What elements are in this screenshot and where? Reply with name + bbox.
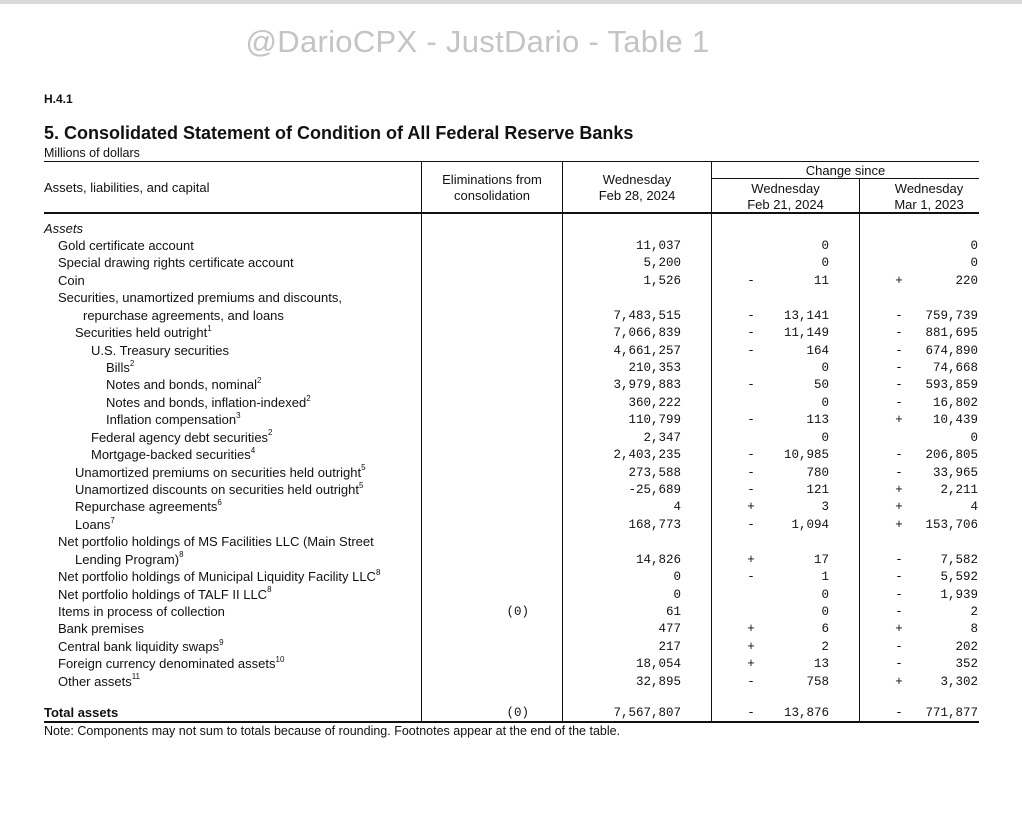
table-row — [0, 638, 1022, 656]
section-label-assets: Assets — [44, 221, 84, 236]
row-label: Securities, unamortized premiums and discounts, — [58, 290, 342, 306]
total-elim: (0) — [506, 706, 529, 720]
change-1-value: 2 — [821, 639, 829, 654]
row-label: Lending Program)$^8$ — [75, 550, 184, 567]
table-row — [0, 568, 1022, 586]
change-1-value: 11 — [813, 273, 829, 288]
watermark: @DarioCPX - JustDario - Table 1 — [245, 24, 710, 59]
row-label: Federal agency debt securities$^2$ — [91, 428, 273, 445]
footnote-ref: 8 — [179, 550, 184, 560]
row-label: Net portfolio holdings of TALF II LLC$^8$ — [58, 585, 272, 602]
change-2-sign: - — [895, 465, 903, 480]
header-current-date: Feb 28, 2024 — [598, 188, 676, 203]
change-2-sign: - — [895, 378, 903, 393]
header-change-since: Change since — [805, 163, 886, 178]
footnote-ref: 8 — [375, 567, 381, 577]
change-2-sign: - — [895, 343, 903, 358]
table-row — [0, 429, 1022, 447]
current-value: 11,037 — [635, 239, 681, 253]
change-1-value: 17 — [813, 552, 829, 567]
change-1-sign: - — [747, 517, 755, 532]
row-label: Notes and bonds, inflation-indexed$^2$ — [106, 393, 311, 410]
change-2-value: 153,706 — [925, 517, 978, 532]
current-value: 0 — [673, 587, 681, 602]
footnote-ref: 9 — [219, 637, 224, 647]
current-value: 168,773 — [628, 517, 681, 532]
row-label: Loans$^7$ — [75, 515, 115, 532]
change-2-sign: - — [895, 326, 903, 341]
change-1-sign: + — [747, 500, 755, 515]
table-row — [0, 289, 1022, 307]
change-2-sign: + — [895, 674, 903, 689]
top-border — [0, 0, 1022, 4]
change-2-sign: + — [895, 500, 903, 515]
change-2-sign: - — [895, 448, 903, 463]
change-2-value: 2,211 — [940, 483, 978, 498]
change-1-sign: - — [747, 483, 755, 498]
change-2-value: 8 — [970, 622, 978, 637]
units-label: Millions of dollars — [44, 146, 140, 160]
change-2-value: 3,302 — [940, 674, 978, 689]
change-2-sign: - — [895, 361, 903, 375]
total-label: Total assets — [44, 705, 119, 720]
footnote-ref: 2 — [257, 376, 262, 386]
change-2-value: 220 — [955, 273, 978, 288]
footnote-ref: 1 — [207, 323, 212, 333]
table-title: 5. Consolidated Statement of Condition of All Federal Reserve Banks — [44, 123, 634, 143]
change-2-sign: + — [895, 413, 903, 428]
current-value: 2,403,235 — [613, 448, 681, 463]
change-2-sign: - — [895, 587, 903, 602]
change-1-value: 0 — [821, 430, 829, 445]
change-1-value: 1,094 — [791, 517, 829, 532]
change-1-value: 0 — [821, 256, 829, 271]
table-row — [0, 498, 1022, 516]
change-2-sign: - — [895, 308, 903, 323]
current-value: 217 — [658, 639, 681, 654]
header-current-day: Wednesday — [602, 172, 672, 187]
table-row — [0, 586, 1022, 604]
change-2-value: 5,592 — [940, 570, 978, 585]
series-code: H.4.1 — [44, 92, 73, 106]
change-2-sign: - — [895, 395, 903, 410]
table-row — [0, 307, 1022, 325]
table-row — [0, 673, 1022, 691]
table-row — [0, 394, 1022, 412]
change-1-sign: - — [747, 413, 755, 428]
change-2-sign: - — [895, 605, 903, 620]
row-label: Inflation compensation$^3$ — [106, 410, 241, 428]
header-change1-day: Wednesday — [751, 181, 820, 196]
row-label: Gold certificate account — [58, 238, 194, 253]
change-2-value: 7,582 — [940, 552, 978, 567]
change-1-sign: - — [747, 465, 755, 480]
change-1-value: 13,141 — [783, 308, 829, 323]
footnote-ref: 8 — [267, 585, 272, 595]
change-1-value: 0 — [821, 605, 829, 620]
table-note: Note: Components may not sum to totals because of rounding. Footnotes appear at the end of the table. — [44, 724, 621, 738]
change-2-value: 0 — [970, 239, 978, 253]
change-2-value: 2 — [970, 605, 978, 620]
change-1-value: 0 — [821, 361, 829, 375]
table-row — [0, 464, 1022, 482]
change-2-value: 16,802 — [932, 395, 978, 410]
current-value: 273,588 — [628, 465, 681, 480]
change-2-sign: + — [895, 622, 903, 637]
change-1-sign: + — [747, 657, 755, 672]
change-2-value: 674,890 — [925, 343, 978, 358]
row-label: Repurchase agreements$^6$ — [75, 498, 222, 515]
change-2-sign: - — [895, 639, 903, 654]
table-row — [0, 254, 1022, 272]
current-value: 3,979,883 — [613, 378, 681, 393]
current-value: 7,066,839 — [613, 326, 681, 341]
row-label: Net portfolio holdings of MS Facilities LLC (Main Street — [58, 534, 374, 550]
change-1-sign: - — [747, 378, 755, 393]
change-1-value: 121 — [806, 483, 829, 498]
change-2-value: 759,739 — [925, 308, 978, 323]
change-1-value: 11,149 — [783, 326, 829, 341]
row-label: Bank premises — [58, 621, 144, 637]
row-label: repurchase agreements, and loans — [83, 307, 284, 323]
header-item: Assets, liabilities, and capital — [44, 180, 210, 195]
change-2-value: 881,695 — [925, 326, 978, 341]
current-value: 18,054 — [635, 657, 681, 672]
table-row — [0, 237, 1022, 255]
footnote-ref: 4 — [250, 445, 256, 455]
table-row — [0, 516, 1022, 534]
row-label: Coin — [58, 272, 85, 288]
change-1-value: 0 — [821, 395, 829, 410]
change-2-value: 352 — [955, 657, 978, 672]
change-1-sign: + — [747, 639, 755, 654]
footnote-ref: 2 — [268, 428, 273, 438]
change-1-sign: - — [747, 308, 755, 323]
footnote-ref: 5 — [358, 480, 364, 490]
current-value: 477 — [658, 622, 681, 637]
current-value: 0 — [673, 570, 681, 585]
change-2-sign: + — [895, 517, 903, 532]
change-2-value: 10,439 — [932, 413, 978, 428]
change-2-value: 4 — [970, 500, 978, 515]
table-row — [0, 655, 1022, 673]
change-2-sign: - — [895, 657, 903, 672]
change-2-sign: - — [895, 570, 903, 585]
row-label: Net portfolio holdings of Municipal Liquidity Facility LLC$^8$ — [58, 567, 381, 585]
change-1-value: 164 — [806, 343, 829, 358]
total-sign-2: - — [895, 706, 903, 720]
header-eliminations: Eliminations from consolidation — [442, 172, 542, 203]
current-value: 2,347 — [643, 430, 681, 445]
total-row — [0, 704, 1022, 722]
header-top-rule — [44, 161, 979, 162]
table-row — [0, 481, 1022, 499]
change-2-value: 0 — [970, 430, 978, 445]
change-1-value: 113 — [806, 413, 829, 428]
change-2-sign: - — [895, 552, 903, 567]
change-1-value: 1 — [821, 570, 829, 585]
row-label: Unamortized discounts on securities held outright$^5$ — [75, 480, 364, 498]
current-value: 4,661,257 — [613, 343, 681, 358]
footnote-ref: 2 — [306, 393, 311, 403]
total-change-2: 771,877 — [925, 706, 978, 720]
total-current: 7,567,807 — [613, 706, 681, 720]
current-value: 4 — [673, 500, 681, 515]
footnote-ref: 3 — [236, 410, 241, 420]
footnote-ref: 10 — [275, 654, 285, 664]
row-label: Mortgage-backed securities$^4$ — [91, 445, 256, 463]
change-1-sign: + — [747, 552, 755, 567]
elim-value: (0) — [506, 605, 529, 620]
current-value: 5,200 — [643, 256, 681, 271]
change-2-value: 0 — [970, 256, 978, 271]
row-label: Items in process of collection — [58, 604, 225, 620]
total-sign-1: - — [747, 706, 755, 720]
row-label: Foreign currency denominated assets$^{10}$ — [58, 654, 285, 672]
footnote-ref: 2 — [129, 358, 135, 368]
table-row — [0, 603, 1022, 621]
change-1-value: 6 — [821, 622, 829, 637]
current-value: 14,826 — [635, 552, 681, 567]
change-2-value: 1,939 — [940, 587, 978, 602]
row-label: Bills$^2$ — [106, 358, 135, 375]
change-1-value: 0 — [821, 239, 829, 253]
change-1-sign: - — [747, 674, 755, 689]
table-row — [0, 342, 1022, 360]
change-2-value: 202 — [955, 639, 978, 654]
change-1-sign: - — [747, 343, 755, 358]
change-1-value: 0 — [821, 587, 829, 602]
table-row — [0, 533, 1022, 551]
change-2-value: 206,805 — [925, 448, 978, 463]
change-2-value: 593,859 — [925, 378, 978, 393]
change-1-value: 758 — [806, 674, 829, 689]
footnote-ref: 11 — [131, 672, 141, 682]
row-label: Special drawing rights certificate account — [58, 255, 294, 271]
header-change2-day: Wednesday — [894, 181, 964, 196]
current-value: -25,689 — [628, 483, 681, 498]
current-value: 360,222 — [628, 395, 681, 410]
header-change1-date: Feb 21, 2024 — [747, 197, 824, 212]
row-label: U.S. Treasury securities — [91, 342, 229, 358]
row-label: Central bank liquidity swaps$^9$ — [58, 637, 224, 654]
table-row — [0, 411, 1022, 429]
current-value: 110,799 — [628, 413, 681, 428]
change-1-sign: + — [747, 622, 755, 637]
header-change2-date: Mar 1, 2023 — [894, 197, 964, 212]
change-1-value: 13 — [813, 657, 829, 672]
change-1-value: 780 — [806, 465, 829, 480]
change-1-sign: - — [747, 273, 755, 288]
change-2-value: 74,668 — [932, 361, 978, 375]
table-row — [0, 359, 1022, 377]
table-row — [0, 272, 1022, 290]
table-row — [0, 551, 1022, 569]
change-1-sign: - — [747, 448, 755, 463]
change-1-value: 3 — [821, 500, 829, 515]
table-row — [0, 376, 1022, 394]
current-value: 210,353 — [628, 361, 681, 375]
current-value: 1,526 — [643, 273, 681, 288]
footnote-ref: 5 — [361, 463, 366, 473]
total-change-1: 13,876 — [783, 706, 829, 720]
footnote-ref: 7 — [110, 515, 115, 525]
footnote-ref: 6 — [217, 498, 222, 508]
table-row — [0, 620, 1022, 638]
change-2-sign: + — [895, 483, 903, 498]
change-2-sign: + — [895, 273, 903, 288]
current-value: 32,895 — [635, 674, 681, 689]
change-1-sign: - — [747, 570, 755, 585]
row-label: Other assets$^{11}$ — [58, 672, 141, 689]
table-row — [0, 324, 1022, 342]
change-1-sign: - — [747, 326, 755, 341]
current-value: 61 — [665, 605, 681, 620]
change-1-value: 10,985 — [783, 448, 829, 463]
change-2-value: 33,965 — [932, 465, 978, 480]
row-label: Securities held outright$^1$ — [75, 323, 212, 341]
row-label: Unamortized premiums on securities held outright$^5$ — [75, 463, 366, 480]
change-1-value: 50 — [813, 378, 829, 393]
current-value: 7,483,515 — [613, 308, 681, 323]
row-label: Notes and bonds, nominal$^2$ — [106, 376, 262, 393]
table-row — [0, 446, 1022, 464]
